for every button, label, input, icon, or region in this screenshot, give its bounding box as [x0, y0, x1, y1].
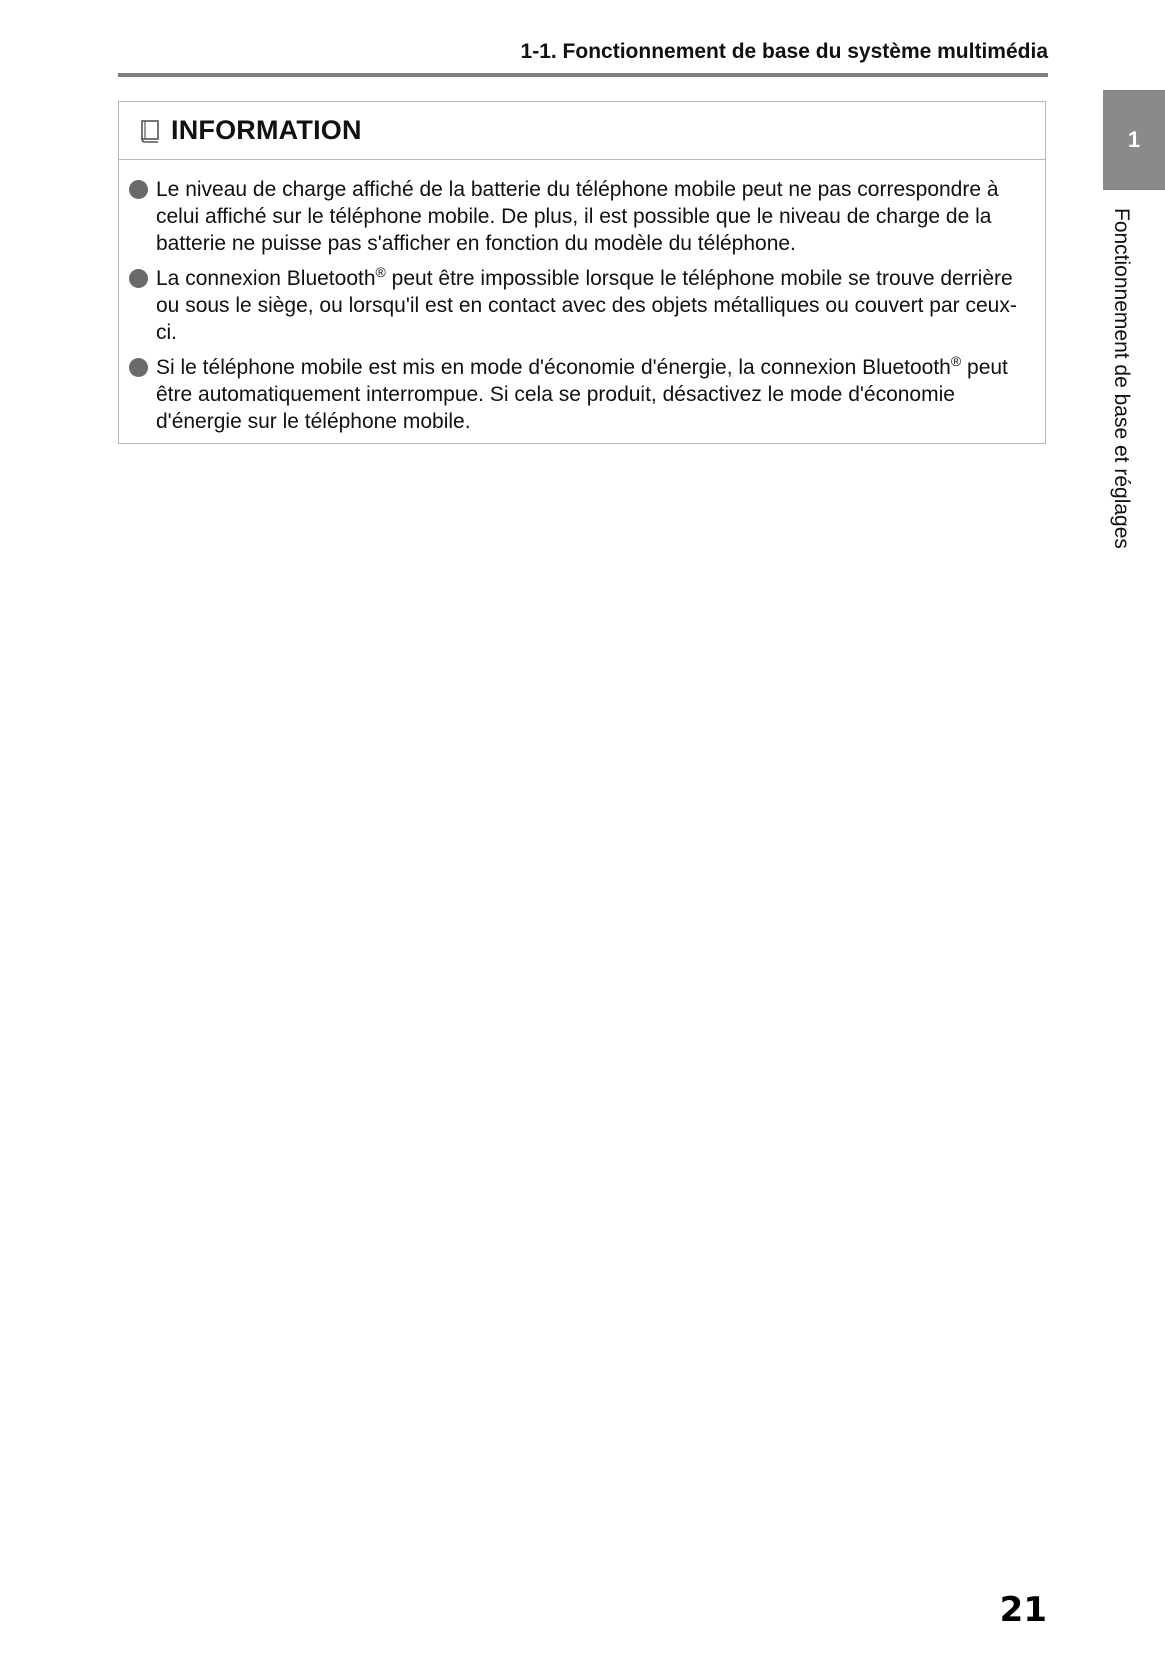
list-item-text-end: peut être impossible lorsque le téléphone mobile se trouve derrière ou sous le siège, ou lorsqu'il est en contact avec des objets métalliques ou couvert par ceux-ci.: [156, 267, 1017, 344]
bullet-icon: [129, 269, 148, 288]
list-item-text-end: peut être automatiquement interrompue. Si cela se produit, désactivez le mode d'économie d'énergie sur le téléphone mobile.: [156, 356, 1008, 433]
list-item-text-start: La connexion Bluetooth: [156, 267, 376, 290]
list-item-text: Le niveau de charge affiché de la batterie du téléphone mobile peut ne pas correspondre à celui affiché sur le téléphone mobile. De plus, il est possible que le niveau de charge de la batterie ne puisse pas s'afficher en fonction du modèle du téléphone.: [156, 178, 999, 255]
registered-mark: ®: [375, 264, 386, 280]
book-icon: [137, 118, 163, 144]
information-list: [119, 160, 1045, 435]
bullet-icon: [129, 180, 148, 199]
information-header: [119, 102, 1045, 160]
list-item-text-start: Si le téléphone mobile est mis en mode d'économie d'énergie, la connexion Bluetooth: [156, 356, 951, 379]
chapter-label: Fonctionnement de base et réglages: [1110, 208, 1133, 549]
information-title: INFORMATION: [171, 115, 362, 145]
list-item: [119, 265, 1033, 346]
information-box: [118, 101, 1046, 444]
header-divider: [118, 73, 1048, 77]
page-number: 21: [999, 1590, 1047, 1630]
section-header: 1-1. Fonctionnement de base du système multimédia: [520, 40, 1048, 63]
chapter-tab: [1103, 90, 1165, 190]
bullet-icon: [129, 358, 148, 377]
registered-mark: ®: [950, 353, 962, 369]
list-item: [119, 354, 1033, 435]
list-item: [119, 176, 1033, 257]
chapter-number: 1: [1127, 127, 1141, 152]
